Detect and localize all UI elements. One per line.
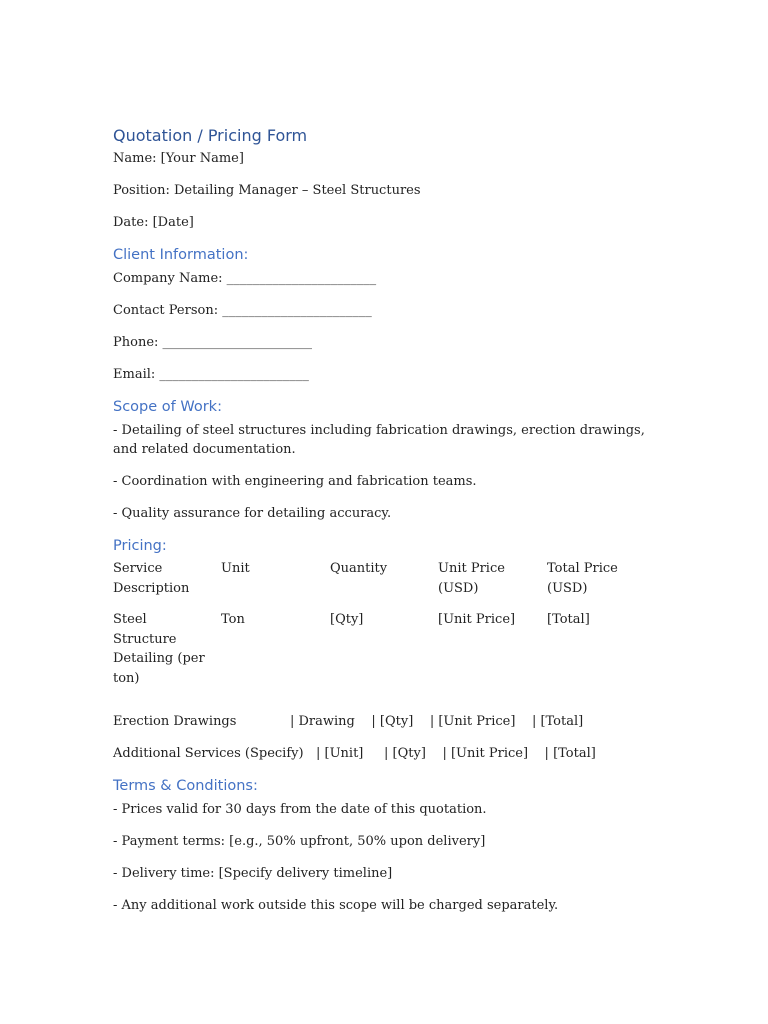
column-header-total-price: Total Price (USD) [547,561,618,596]
terms-item: - Delivery time: [Specify delivery timeline] [113,866,393,881]
terms-conditions-heading: Terms & Conditions: [113,778,258,794]
erection-drawings-service: Erection Drawings [113,714,237,729]
terms-item: - Any additional work outside this scope will be charged separately. [113,898,559,913]
additional-services-values: | [Unit] | [Qty] | [Unit Price] | [Total] [316,746,596,761]
erection-drawings-values: | Drawing | [Qty] | [Unit Price] | [Total] [290,714,584,729]
column-header-unit-price: Unit Price (USD) [438,561,505,596]
scope-item: - Quality assurance for detailing accuracy. [113,506,392,521]
date-line: Date: [Date] [113,215,194,230]
table-cell-unit-price: [Unit Price] [438,612,516,627]
table-cell-unit: Ton [221,612,245,627]
scope-item: - Coordination with engineering and fabrication teams. [113,474,477,489]
name-line: Name: [Your Name] [113,151,244,166]
table-cell-total: [Total] [547,612,590,627]
contact-person-field: Contact Person: _______________________ [113,303,372,318]
scope-item: - Detailing of steel structures including fabrication drawings, erection drawings, and related documentation. [113,423,645,457]
page-title: Quotation / Pricing Form [113,126,308,145]
email-field: Email: _______________________ [113,367,309,382]
client-information-heading: Client Information: [113,247,249,263]
pricing-heading: Pricing: [113,538,167,554]
column-header-quantity: Quantity [330,561,388,576]
phone-field: Phone: _______________________ [113,335,313,350]
terms-item: - Prices valid for 30 days from the date of this quotation. [113,802,487,817]
column-header-service-description: Service Description [113,561,190,596]
table-cell-service: Steel Structure Detailing (per ton) [113,612,205,686]
company-name-field: Company Name: _______________________ [113,271,377,286]
table-cell-quantity: [Qty] [330,612,364,627]
position-line: Position: Detailing Manager – Steel Structures [113,183,421,198]
scope-of-work-heading: Scope of Work: [113,399,222,415]
additional-services-service: Additional Services (Specify) [113,746,304,761]
terms-item: - Payment terms: [e.g., 50% upfront, 50% upon delivery] [113,834,486,849]
column-header-unit: Unit [221,561,250,576]
